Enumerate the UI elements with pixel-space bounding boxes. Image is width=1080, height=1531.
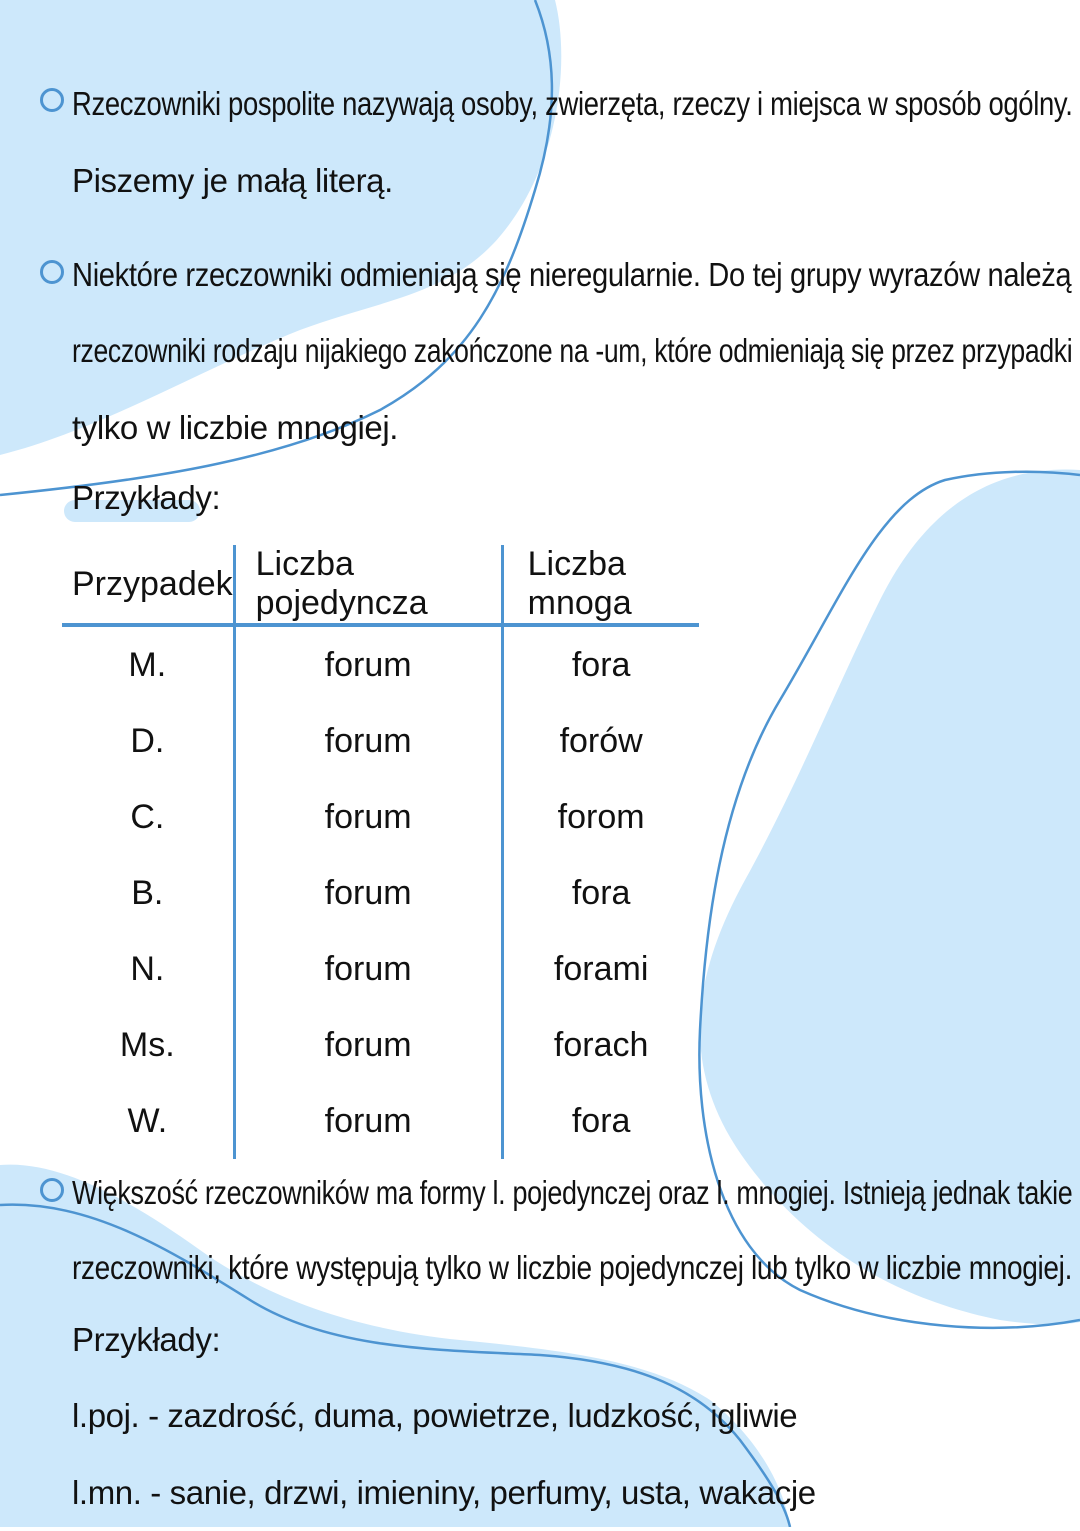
- bullet-icon: [40, 1178, 64, 1202]
- plural-cell: forach: [502, 1007, 699, 1083]
- case-cell: D.: [130, 721, 165, 760]
- plural-cell: fora: [502, 855, 699, 931]
- case-cell: Ms.: [119, 1025, 175, 1064]
- bullet-icon: [40, 88, 64, 112]
- table-row: [62, 625, 699, 703]
- header-plural: Liczba mnoga: [502, 545, 699, 625]
- example-plural: l.mn. - sanie, drzwi, imieniny, perfumy, usta, wakacje: [72, 1474, 816, 1511]
- singular-cell: forum: [234, 779, 502, 855]
- table-header-row: [62, 545, 699, 625]
- paragraph-1-line-1: Rzeczowniki pospolite nazywają osoby, zwierzęta, rzeczy i miejsca w sposób ogólny.: [72, 85, 1073, 122]
- case-cell: N.: [130, 949, 165, 988]
- table-row: [62, 779, 699, 855]
- table-row: [62, 1083, 699, 1159]
- singular-cell: forum: [234, 931, 502, 1007]
- declension-table: [62, 545, 699, 1159]
- singular-cell: forum: [234, 1007, 502, 1083]
- plural-cell: forom: [502, 779, 699, 855]
- case-cell: W.: [127, 1101, 168, 1140]
- paragraph-2-line-2: rzeczowniki rodzaju nijakiego zakończone na -um, które odmieniają się przez przypadki: [72, 332, 1073, 369]
- case-cell: B.: [131, 873, 164, 912]
- table-row: [62, 855, 699, 931]
- paragraph-3-line-1: Większość rzeczowników ma formy l. pojedynczej oraz l. mnogiej. Istnieją jednak takie: [72, 1174, 1073, 1211]
- paragraph-3-line-2: rzeczowniki, które występują tylko w liczbie pojedynczej lub tylko w liczbie mnogiej.: [72, 1249, 1073, 1286]
- paragraph-1-line-2: Piszemy je małą literą.: [72, 162, 393, 199]
- examples-label: Przykłady:: [72, 479, 221, 516]
- singular-cell: forum: [234, 703, 502, 779]
- paragraph-2-line-1: Niektóre rzeczowniki odmieniają się nieregularnie. Do tej grupy wyrazów należą: [72, 256, 1072, 293]
- table-row: [62, 703, 699, 779]
- plural-cell: fora: [502, 625, 699, 703]
- header-singular: Liczba pojedyncza: [234, 545, 502, 625]
- plural-cell: fora: [502, 1083, 699, 1159]
- table-row: [62, 931, 699, 1007]
- example-singular: l.poj. - zazdrość, duma, powietrze, ludzkość, igliwie: [72, 1397, 798, 1434]
- case-cell: C.: [130, 797, 165, 836]
- plural-cell: forami: [502, 931, 699, 1007]
- bullet-icon: [40, 260, 64, 284]
- singular-cell: forum: [234, 625, 502, 703]
- singular-cell: forum: [234, 1083, 502, 1159]
- table-row: [62, 1007, 699, 1083]
- examples-label-2: Przykłady:: [72, 1321, 221, 1358]
- singular-cell: forum: [234, 855, 502, 931]
- header-case: Przypadek: [62, 545, 234, 625]
- plural-cell: forów: [502, 703, 699, 779]
- case-cell: M.: [128, 645, 167, 684]
- paragraph-2-line-3: tylko w liczbie mnogiej.: [72, 409, 399, 446]
